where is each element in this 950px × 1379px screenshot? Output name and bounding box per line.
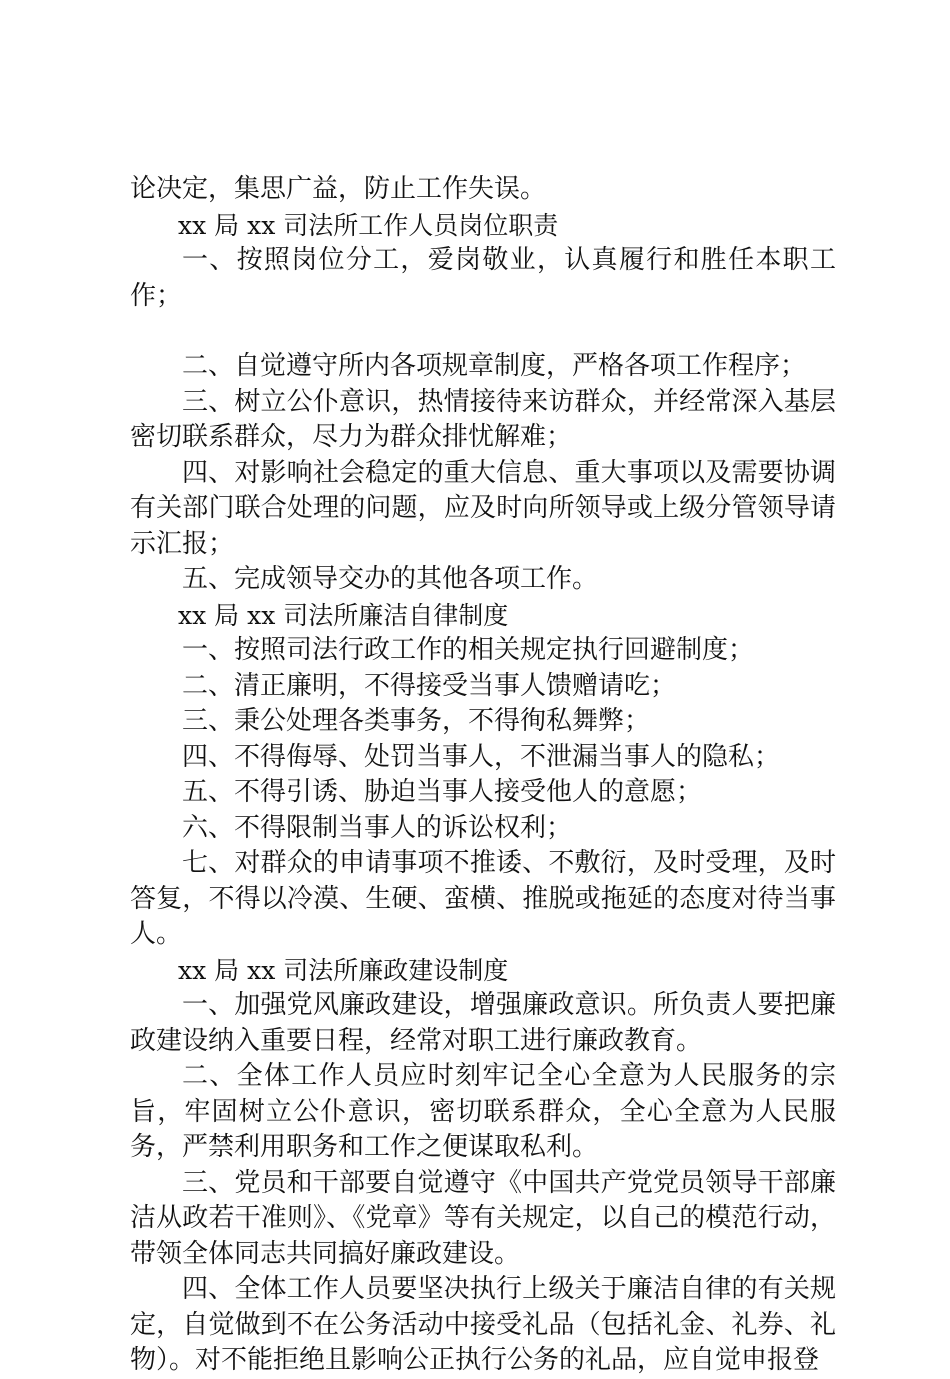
paragraph-integrity-3: 三、党员和干部要自觉遵守《中国共产党党员领导干部廉洁从政若干准则》、《党章》等有关规定，以自己的模范行动，带领全体同志共同搞好廉政建设。 [130,1167,836,1269]
blank-line [130,314,836,349]
paragraph-discipline-5: 五、不得引诱、胁迫当事人接受他人的意愿； [182,777,703,807]
section-heading-integrity: xx 局 xx 司法所廉政建设制度 [178,955,509,985]
paragraph-discipline-1: 一、按照司法行政工作的相关规定执行回避制度； [182,635,755,665]
paragraph-duty-1: 一、按照岗位分工，爱岗敬业，认真履行和胜任本职工作； [130,245,836,311]
section-heading-self-discipline: xx 局 xx 司法所廉洁自律制度 [178,600,509,630]
paragraph-integrity-2: 二、全体工作人员应时刻牢记全心全意为人民服务的宗旨，牢固树立公仆意识，密切联系群众，全心全意为人民服务，严禁利用职务和工作之便谋取私利。 [130,1061,836,1162]
paragraph-discipline-6: 六、不得限制当事人的诉讼权利； [182,812,573,843]
paragraph-discipline-3: 三、秉公处理各类事务，不得徇私舞弊； [182,706,651,736]
paragraph-continuation: 论决定，集思广益，防止工作失误。 [130,174,547,204]
paragraph-discipline-7: 七、对群众的申请事项不推诿、不敷衍，及时受理，及时答复，不得以冷漠、生硬、蛮横、推脱或拖延的态度对待当事人。 [130,848,836,949]
paragraph-discipline-4: 四、不得侮辱、处罚当事人，不泄漏当事人的隐私； [182,741,781,772]
section-heading-job-duties: xx 局 xx 司法所工作人员岗位职责 [178,210,559,240]
paragraph-integrity-1: 一、加强党风廉政建设，增强廉政意识。所负责人要把廉政建设纳入重要日程，经常对职工进行廉政教育。 [130,990,836,1056]
paragraph-duty-2: 二、自觉遵守所内各项规章制度，严格各项工作程序； [182,351,807,381]
paragraph-integrity-4: 四、全体工作人员要坚决执行上级关于廉洁自律的有关规定，自觉做到不在公务活动中接受礼品（包括礼金、礼券、礼物）。对不能拒绝且影响公正执行公务的礼品，应自觉申报登 [130,1274,836,1375]
paragraph-duty-5: 五、完成领导交办的其他各项工作。 [182,564,599,594]
paragraph-duty-3: 三、树立公仆意识，热情接待来访群众，并经常深入基层密切联系群众，尽力为群众排忧解难； [130,386,836,452]
paragraph-discipline-2: 二、清正廉明，不得接受当事人馈赠请吃； [182,670,677,701]
paragraph-duty-4: 四、对影响社会稳定的重大信息、重大事项以及需要协调有关部门联合处理的问题，应及时向所领导或上级分管领导请示汇报； [130,457,836,559]
document-body [130,172,836,1379]
